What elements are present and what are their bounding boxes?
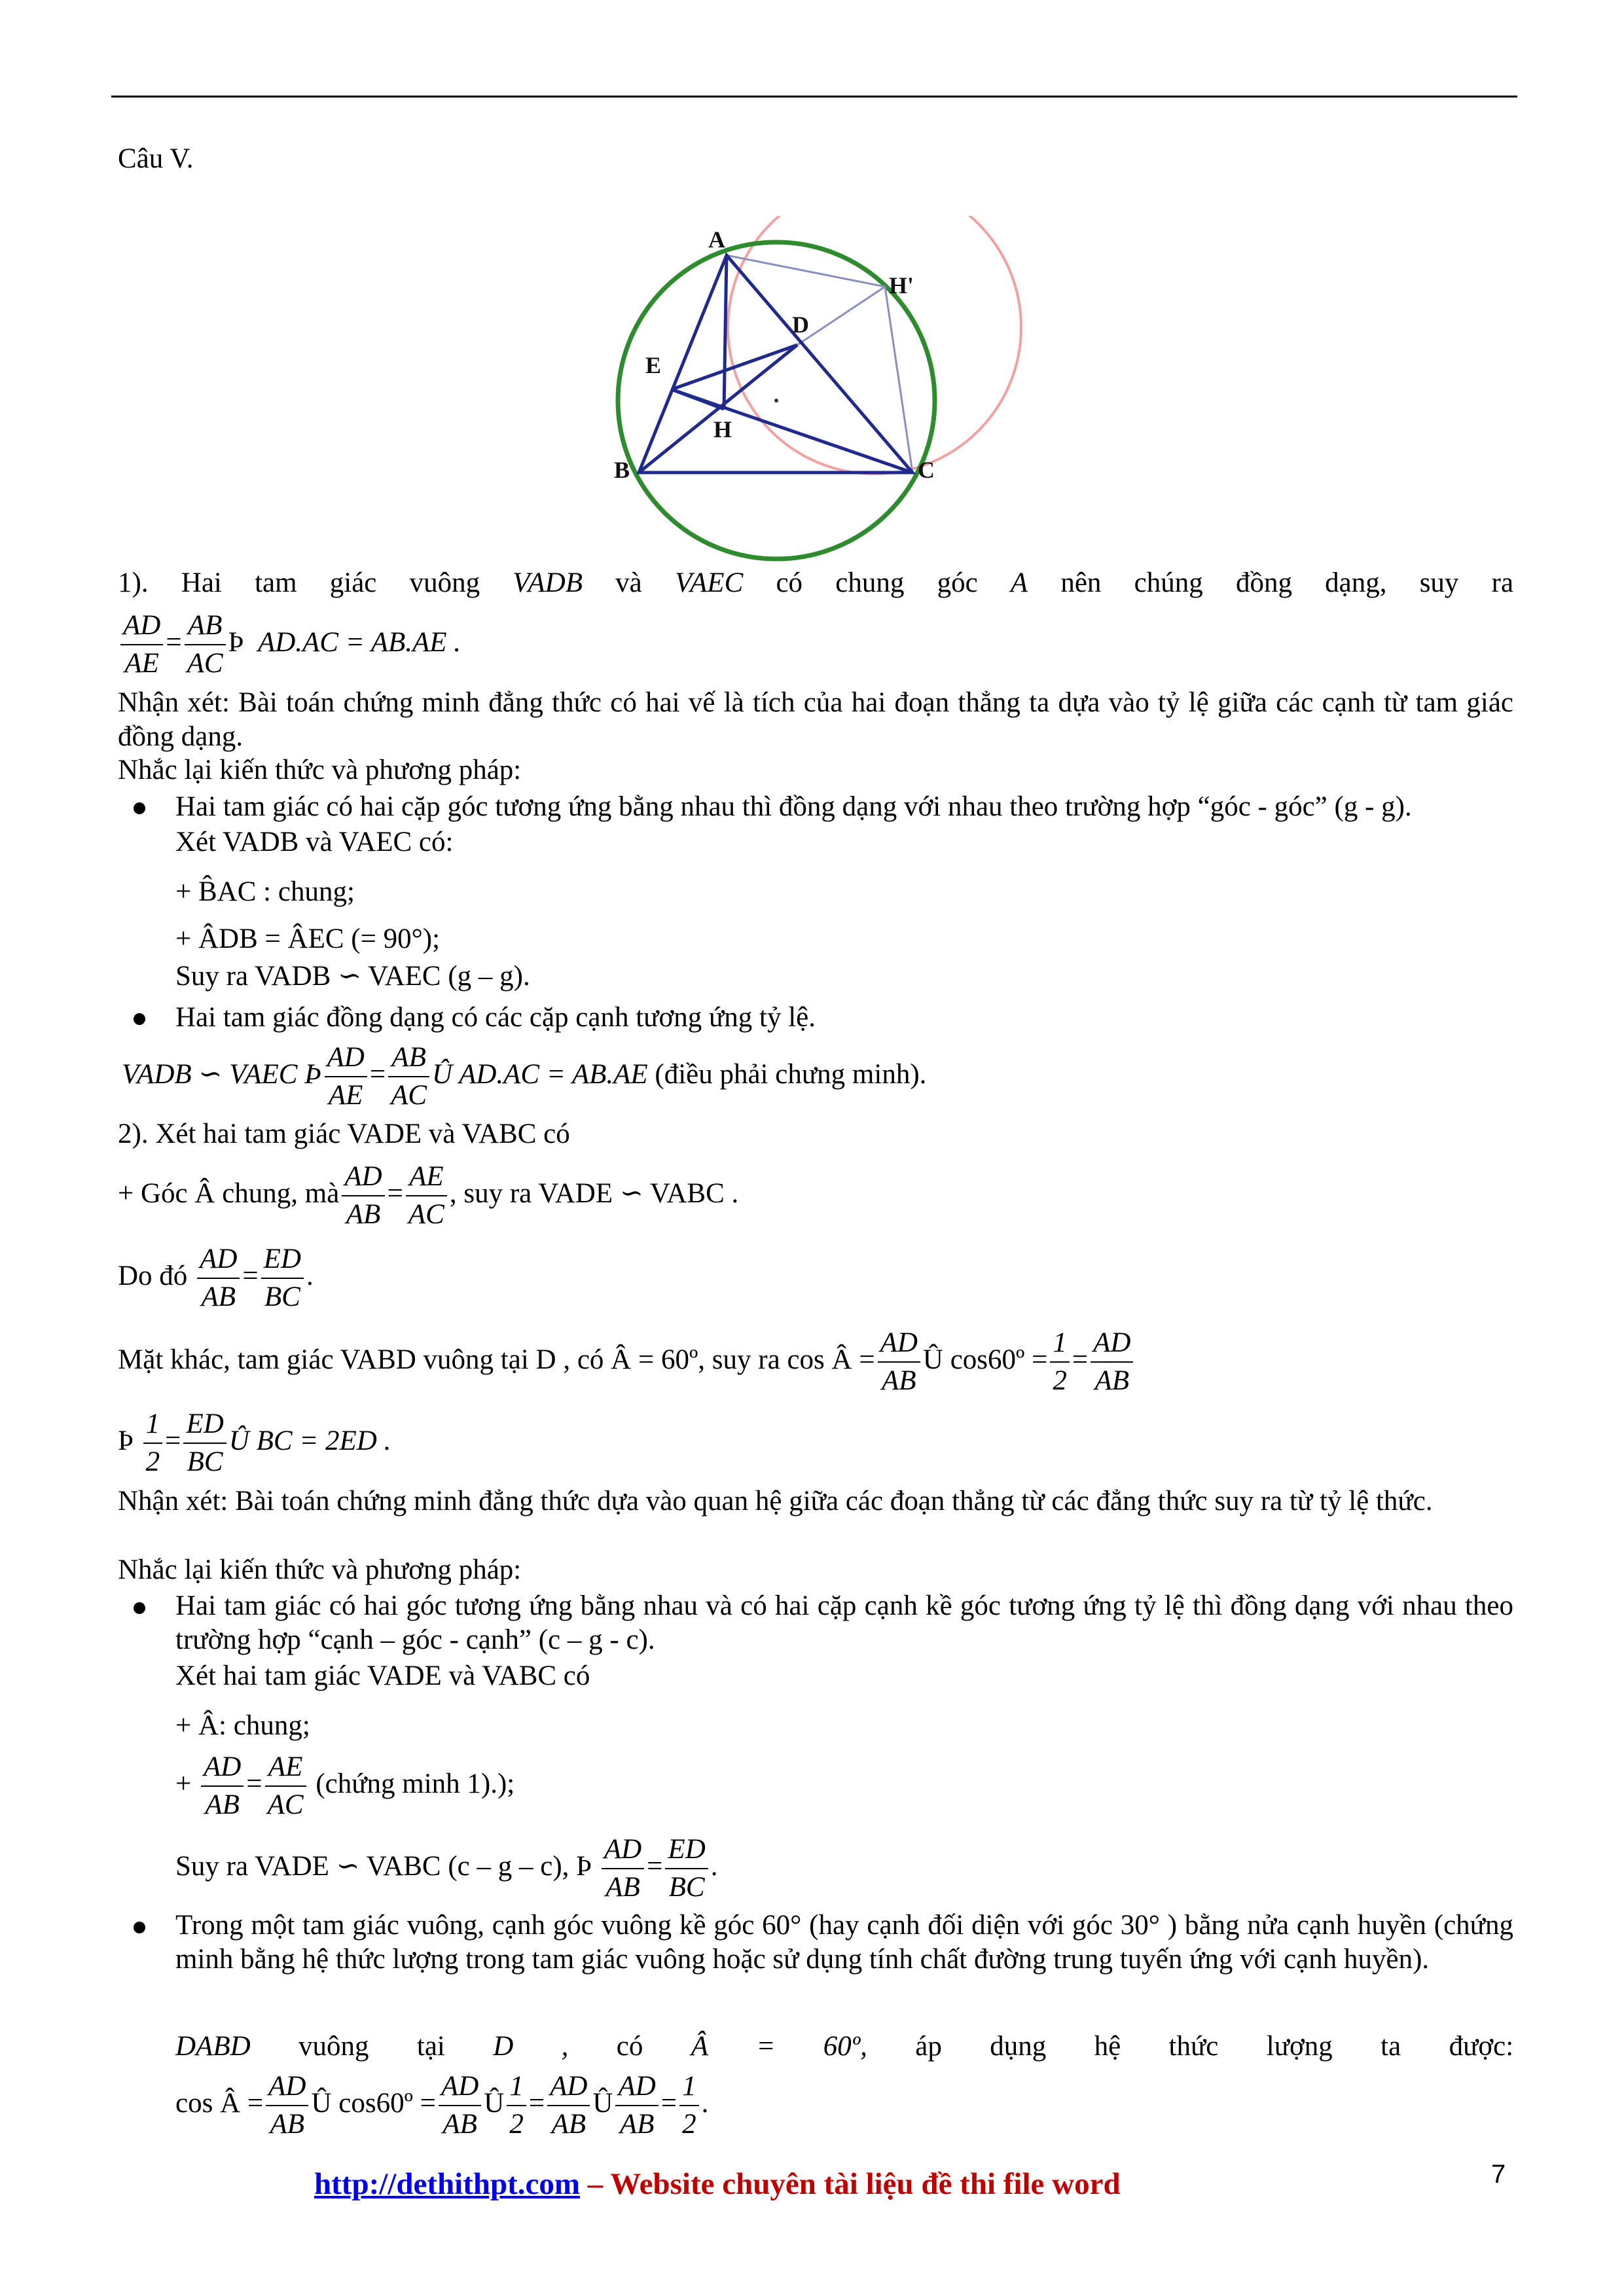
footer-link[interactable]: http://dethithpt.com <box>314 2167 581 2201</box>
p1-nhac-lai: Nhắc lại kiến thức và phương pháp: <box>118 755 522 785</box>
p2-plus2: + $\frac{AD}{AB}$ = $\frac{AE}{AC}$ (chứng minh 1).); <box>175 1749 514 1823</box>
section-title: Câu V. <box>118 143 194 174</box>
p2-bullet1: Hai tam giác có hai góc tương ứng bằng nhau và có hai cặp cạnh kề góc tương ứng tỷ lệ thì đồng dạng với nhau theo trường hợp “cạnh – góc - cạnh” (c – g - c). <box>175 1590 1513 1655</box>
bullet-icon <box>134 802 145 814</box>
p2-line3: Do đó $\frac{AD}{AB}$ = $\frac{ED}{BC}$ . <box>118 1241 314 1316</box>
p1-conclusion: VADB ∽ VAEC Þ $\frac{AD}{AE}$ = $\frac{AB}{AC}$ Û AD.AC = AB.AE (điều phải chưng minh). <box>122 1039 926 1114</box>
p2-suy-ra: Suy ra VADE ∽ VABC (c – g – c), Þ $\frac{AD}{AB}$ = $\frac{ED}{BC}$ . <box>175 1831 718 1906</box>
header-rule <box>111 96 1517 98</box>
page-number: 7 <box>1491 2160 1506 2189</box>
label-H-prime: H' <box>889 272 914 298</box>
bullet-icon <box>134 1013 145 1025</box>
p1-bullet2: Hai tam giác đồng dạng có các cặp cạnh tương ứng tỷ lệ. <box>175 1002 816 1033</box>
p1-suy-ra: Suy ra VADB ∽ VAEC (g – g). <box>175 961 530 992</box>
p2-line1: 2). Xét hai tam giác VADE và VABC có <box>118 1119 570 1149</box>
p2-last-line2: cos Â = $\frac{AD}{AB}$ Û cos60º = $\frac{AD}{AB}$ Û $\frac{1}{2}$ = $\frac{AD}{AB}$ Û $\frac{AD}{AB}$ = $\frac{1}{2}$ . <box>175 2068 708 2143</box>
segment-E-H <box>672 389 724 409</box>
label-D: D <box>792 312 809 338</box>
p2-xet: Xét hai tam giác VADE và VABC có <box>175 1660 590 1691</box>
p1-bullet1: Hai tam giác có hai cặp góc tương ứng bằng nhau thì đồng dạng với nhau theo trường hợp “góc - góc” (g - g). <box>175 791 1412 822</box>
segment-A-H <box>724 255 727 409</box>
p2-plus1: + Â: chung; <box>175 1710 310 1741</box>
pink-circle <box>728 216 1021 474</box>
center-dot <box>774 399 778 403</box>
bullet-icon <box>134 1922 145 1933</box>
footer <box>314 2166 1121 2202</box>
p1-plus1: + B̂AC : chung; <box>175 876 355 907</box>
bullet-icon <box>134 1602 145 1614</box>
p2-line2: + Góc Â chung, mà $\frac{AD}{AB}$ = $\frac{AE}{AC}$ , suy ra VADE ∽ VABC . <box>118 1158 738 1233</box>
p1-line2: $\frac{AD}{AE}$ = $\frac{AB}{AC}$ Þ AD.AC = AB.AE . <box>118 607 461 682</box>
p2-line4: Mặt khác, tam giác VABD vuông tại D , có Â = 60º, suy ra cos Â = $\frac{AD}{AB}$ Û cos60º = $\frac{1}{2}$ = $\frac{AD}{AB}$ <box>118 1325 1136 1399</box>
segment-B-D <box>639 345 797 473</box>
footer-text: – Website chuyên tài liệu đề thi file word <box>580 2167 1121 2201</box>
p2-line5: Þ $\frac{1}{2}$ = $\frac{ED}{BC}$ Û BC = 2ED . <box>118 1406 391 1480</box>
label-B: B <box>614 457 630 483</box>
label-E: E <box>645 352 662 378</box>
p2-last-line1: DABD vuông tại D , có Â = 60º, áp dụng hệ thức lượng ta được: <box>175 2031 1514 2062</box>
segment-E-D <box>672 345 797 389</box>
p2-nhac-lai: Nhắc lại kiến thức và phương pháp: <box>118 1554 522 1585</box>
p1-plus2: + ÂDB = ÂEC (= 90°); <box>175 924 441 954</box>
p1-xet: Xét VADB và VAEC có: <box>175 827 454 857</box>
p1-line1: 1). Hai tam giác vuông VADB và VAEC có chung góc A nên chúng đồng dạng, suy ra <box>118 567 1514 598</box>
label-H: H <box>713 416 732 442</box>
p2-bullet2: Trong một tam giác vuông, cạnh góc vuông kề góc 60° (hay cạnh đối diện với góc 30° ) bằng nửa cạnh huyền (chứng minh bằng hệ thức lượng trong tam giác vuông hoặc sử dụng tính chất đường trung tuyến ứng với cạnh huyền). <box>175 1910 1513 1975</box>
p2-nhan-xet: Nhận xét: Bài toán chứng minh đẳng thức dựa vào quan hệ giữa các đoạn thẳng từ các đẳng thức suy ra từ tỷ lệ thức. <box>118 1486 1433 1516</box>
label-C: C <box>918 457 935 483</box>
label-A: A <box>708 226 725 253</box>
segment-D-H2 <box>797 287 885 345</box>
p1-nhan-xet: Nhận xét: Bài toán chứng minh đẳng thức có hai vế là tích của hai đoạn thẳng ta dựa vào tỷ lệ giữa các cạnh từ tam giác đồng dạng. <box>118 687 1513 752</box>
geometry-figure <box>589 216 1060 569</box>
